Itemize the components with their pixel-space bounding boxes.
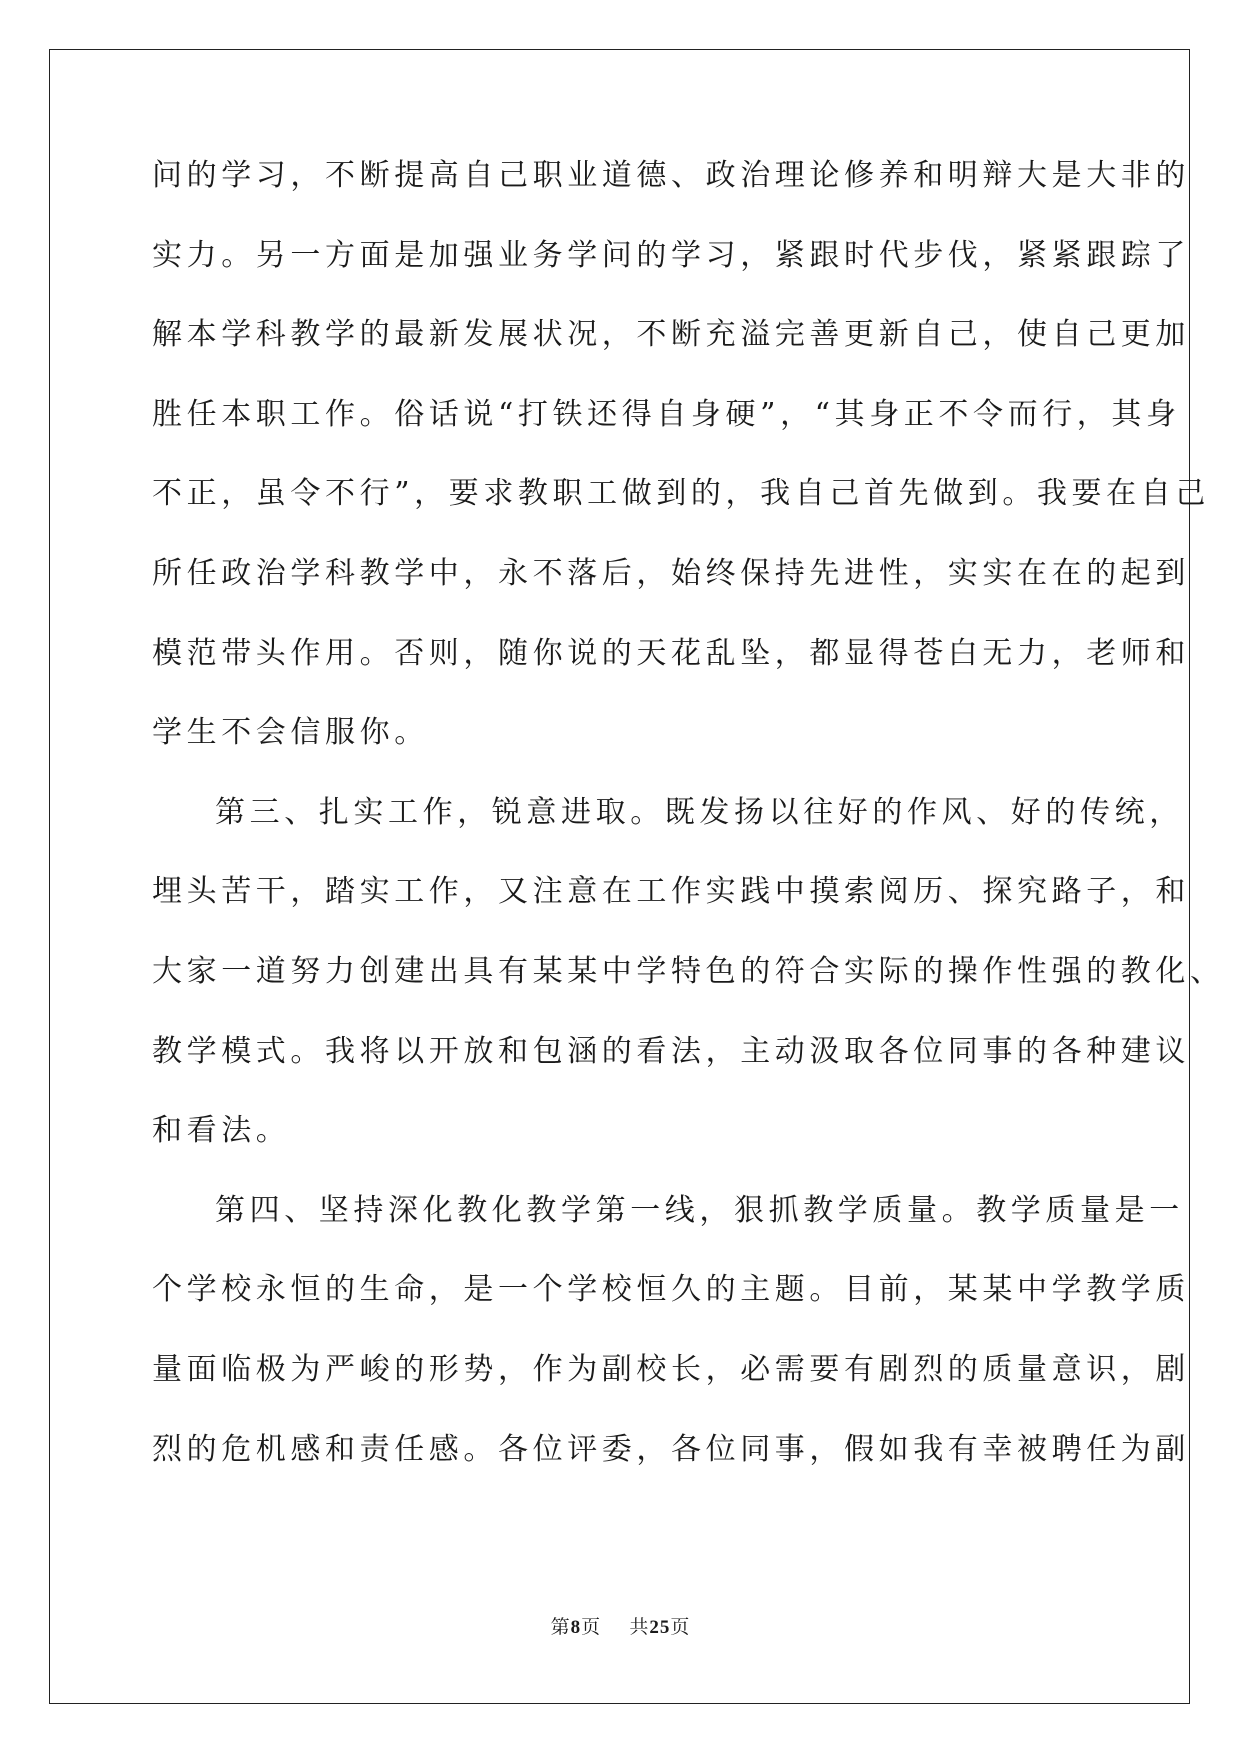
text-line: 胜任本职工作。俗话说“打铁还得自身硬”，“其身正不令而行，其身 [152, 396, 1181, 432]
text-line: 学生不会信服你。 [152, 715, 429, 751]
text-line: 问的学习，不断提高自己职业道德、政治理论修养和明辩大是大非的 [152, 158, 1190, 193]
text-line: 烈的危机感和责任感。各位评委，各位同事，假如我有幸被聘任为副 [152, 1431, 1190, 1467]
page-suffix: 页 [581, 1616, 602, 1638]
total-pages: 25 [649, 1617, 671, 1638]
text-line: 教学模式。我将以开放和包涵的看法，主动汲取各位同事的各种建议 [152, 1033, 1190, 1069]
page-number: 8 [570, 1617, 582, 1638]
text-line: 埋头苦干，踏实工作，又注意在工作实践中摸索阅历、探究路子，和 [152, 874, 1190, 910]
document-body [152, 156, 1225, 1509]
text-line: 大家一道努力创建出具有某某中学特色的符合实际的操作性强的教化、 [152, 953, 1225, 989]
paragraph-start-line: 第三、扎实工作，锐意进取。既发扬以往好的作风、好的传统， [215, 794, 1184, 830]
text-line: 和看法。 [152, 1113, 291, 1149]
total-suffix: 页 [670, 1616, 691, 1638]
text-line: 所任政治学科教学中，永不落后，始终保持先进性，实实在在的起到 [152, 555, 1190, 591]
text-line: 个学校永恒的生命，是一个学校恒久的主题。目前，某某中学教学质 [152, 1272, 1190, 1308]
total-prefix: 共 [629, 1616, 650, 1638]
text-line: 不正，虽令不行”，要求教职工做到的，我自己首先做到。我要在自己 [152, 476, 1210, 512]
text-line: 量面临极为严峻的形势，作为副校长，必需要有剧烈的质量意识，剧 [152, 1351, 1190, 1387]
page-footer [0, 1612, 1241, 1639]
page-prefix: 第 [550, 1616, 571, 1638]
text-line: 模范带头作用。否则，随你说的天花乱坠，都显得苍白无力，老师和 [152, 635, 1190, 671]
paragraph-start-line: 第四、坚持深化教化教学第一线，狠抓教学质量。教学质量是一 [215, 1192, 1184, 1228]
text-line: 实力。另一方面是加强业务学问的学习，紧跟时代步伐，紧紧跟踪了 [152, 237, 1190, 273]
text-line: 解本学科教学的最新发展状况，不断充溢完善更新自己，使自己更加 [152, 317, 1190, 353]
